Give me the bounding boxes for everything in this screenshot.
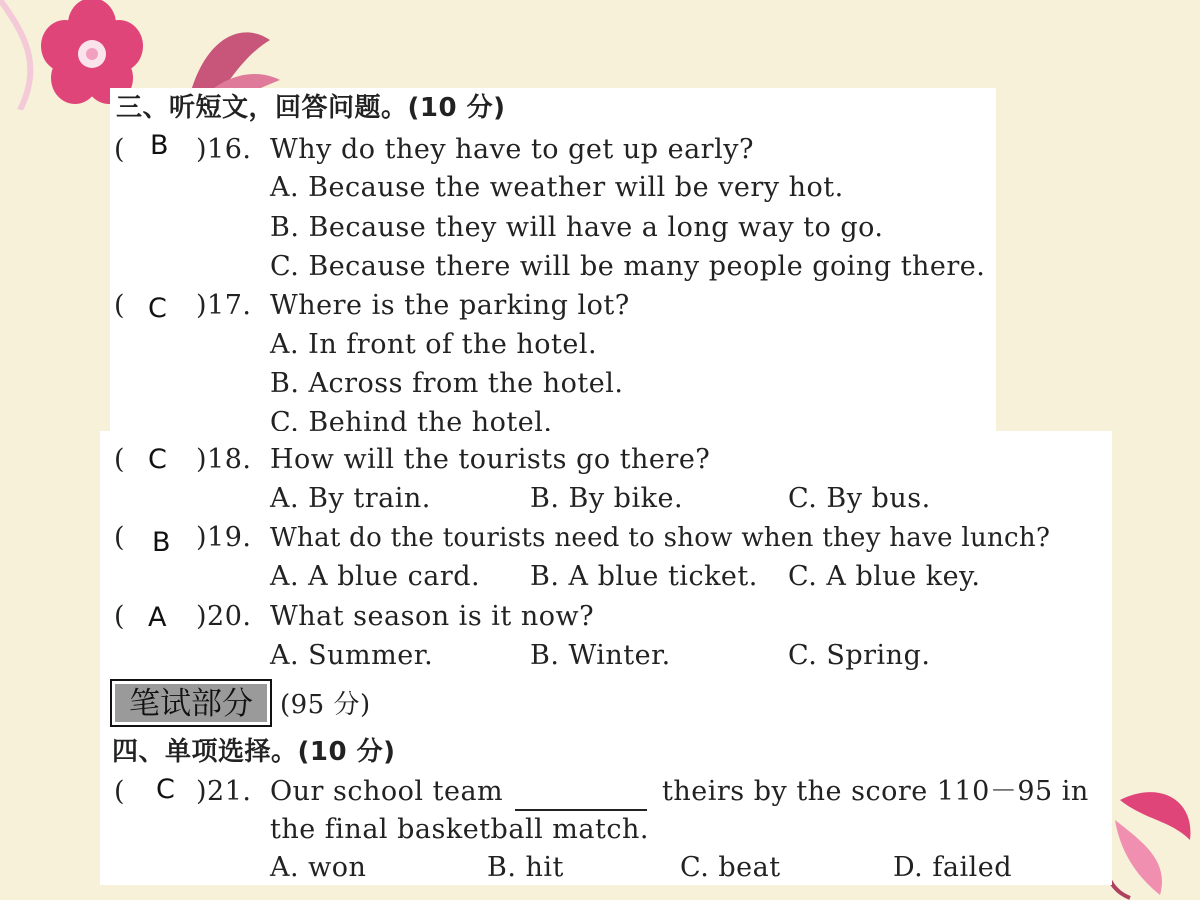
q19-answer: B [152, 527, 171, 558]
q21-option-c: C. beat [680, 852, 781, 883]
q21-answer: C [156, 774, 175, 805]
written-section-score: (95 分) [280, 690, 371, 720]
q16-option-b: B. Because they will have a long way to go. [270, 212, 884, 243]
flower-decoration-bottom-right [1100, 780, 1200, 900]
q20-number: )20. [196, 601, 252, 632]
q21-option-a: A. won [270, 852, 367, 883]
q17-option-c: C. Behind the hotel. [270, 407, 553, 431]
written-section-label-box [110, 679, 272, 727]
q18-option-b: B. By bike. [530, 483, 684, 514]
q21-open-paren: ( [114, 776, 126, 807]
q19-option-c: C. A blue key. [788, 561, 981, 592]
q21-answer-blank [515, 809, 647, 811]
q21-number: )21. [196, 776, 252, 807]
q17-option-b: B. Across from the hotel. [270, 368, 624, 399]
q18-number: )18. [196, 444, 252, 475]
section-4-heading: 四、单项选择。(10 分) [112, 737, 396, 767]
q17-number: )17. [196, 290, 252, 321]
q17-option-a: A. In front of the hotel. [270, 329, 598, 360]
q19-option-b: B. A blue ticket. [530, 561, 758, 592]
q16-open-paren: ( [114, 134, 126, 165]
q18-option-c: C. By bus. [788, 483, 931, 514]
q16-question: Why do they have to get up early? [270, 134, 754, 165]
section-3-heading: 三、听短文，回答问题。(10 分) [116, 93, 506, 123]
q19-open-paren: ( [114, 522, 126, 553]
q20-option-a: A. Summer. [270, 640, 434, 671]
q21-option-d: D. failed [893, 852, 1012, 883]
q20-option-b: B. Winter. [530, 640, 671, 671]
q16-option-a: A. Because the weather will be very hot. [270, 172, 844, 203]
q20-question: What season is it now? [270, 601, 595, 632]
q17-answer: C [148, 293, 167, 324]
q21-question-line2: the final basketball match. [270, 814, 649, 845]
q16-number: )16. [196, 134, 252, 165]
q18-question: How will the tourists go there? [270, 444, 711, 475]
q18-option-a: A. By train. [270, 483, 431, 514]
q17-question: Where is the parking lot? [270, 290, 630, 321]
written-section-label: 笔试部分 [115, 684, 267, 722]
q21-question-start: Our school team [270, 776, 504, 807]
q18-open-paren: ( [114, 444, 126, 475]
q19-number: )19. [196, 522, 252, 553]
q19-option-a: A. A blue card. [270, 561, 481, 592]
q19-question: What do the tourists need to show when they have lunch? [270, 523, 1051, 553]
q21-question-end: theirs by the score 110－95 in [662, 776, 1089, 807]
q20-option-c: C. Spring. [788, 640, 931, 671]
q16-answer: B [150, 130, 169, 161]
q21-option-b: B. hit [487, 852, 564, 883]
q18-answer: C [148, 444, 167, 475]
q16-option-c: C. Because there will be many people going there. [270, 251, 986, 282]
q20-answer: A [148, 602, 167, 633]
q20-open-paren: ( [114, 601, 126, 632]
q17-open-paren: ( [114, 290, 126, 321]
